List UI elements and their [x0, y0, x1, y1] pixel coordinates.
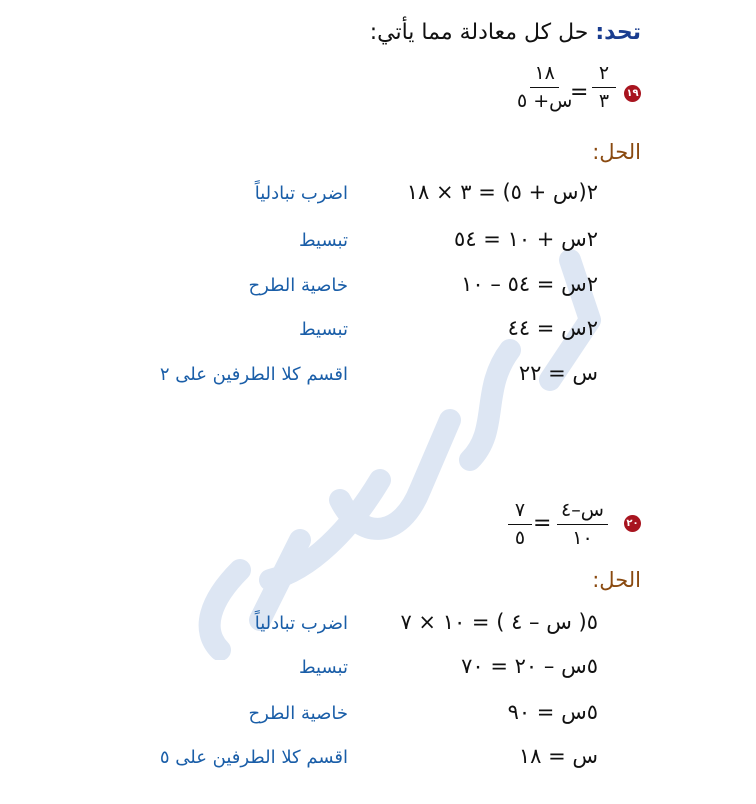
- step-justification: اضرب تبادلياً: [254, 613, 348, 634]
- step-justification: اقسم كلا الطرفين على ٥: [159, 747, 348, 768]
- equation-left-fraction: [592, 64, 616, 111]
- step-expression: ٢س = ٥٤ – ١٠: [461, 272, 598, 296]
- step-justification: خاصية الطرح: [248, 703, 348, 724]
- equals-sign: =: [533, 511, 552, 536]
- step-justification: تبسيط: [298, 230, 348, 251]
- step-justification: اضرب تبادلياً: [254, 183, 348, 204]
- equation-right-fraction: [508, 501, 532, 548]
- solution-step: [0, 227, 756, 259]
- step-justification: تبسيط: [298, 319, 348, 340]
- solution-step: [0, 180, 756, 212]
- header-text: حل كل معادلة مما يأتي:: [369, 20, 596, 45]
- fraction-denominator: ٣: [598, 90, 610, 112]
- step-expression: ٥( س – ٤ ) = ١٠ × ٧: [400, 610, 598, 634]
- fraction-denominator: ٥: [514, 527, 526, 549]
- solution-step: [0, 316, 756, 348]
- step-expression: س = ٢٢: [518, 361, 598, 385]
- fraction-numerator: ٧: [508, 501, 532, 525]
- solution-step: [0, 272, 756, 304]
- step-expression: ٢س + ١٠ = ٥٤: [454, 227, 598, 251]
- problem-number-badge: ١٩: [624, 85, 641, 102]
- solution-label: الحل:: [592, 568, 641, 592]
- exercise-header: [370, 20, 641, 45]
- step-expression: ٥س – ٢٠ = ٧٠: [461, 654, 598, 678]
- step-justification: خاصية الطرح: [248, 275, 348, 296]
- solution-step: [0, 700, 756, 732]
- solution-step: [0, 361, 756, 393]
- fraction-numerator: س–٤: [557, 501, 608, 525]
- header-lead: تحد:: [595, 20, 641, 45]
- fraction-denominator: س+ ٥: [517, 90, 573, 112]
- solution-step: [0, 610, 756, 642]
- equation-left-fraction: [557, 501, 608, 548]
- solution-step: [0, 654, 756, 686]
- step-expression: ٢(س + ٥) = ٣ × ١٨: [406, 180, 598, 204]
- solution-label: الحل:: [592, 140, 641, 164]
- solution-step: [0, 744, 756, 776]
- problem-number-badge: ٢٠: [624, 515, 641, 532]
- fraction-numerator: ٢: [592, 64, 616, 88]
- fraction-numerator: ١٨: [530, 64, 558, 88]
- equation-right-fraction: [513, 64, 576, 111]
- step-expression: ٢س = ٤٤: [507, 316, 598, 340]
- fraction-denominator: ١٠: [572, 527, 593, 549]
- step-expression: س = ١٨: [518, 744, 598, 768]
- step-justification: تبسيط: [298, 657, 348, 678]
- step-expression: ٥س = ٩٠: [507, 700, 598, 724]
- step-justification: اقسم كلا الطرفين على ٢: [159, 364, 348, 385]
- equals-sign: =: [570, 80, 589, 105]
